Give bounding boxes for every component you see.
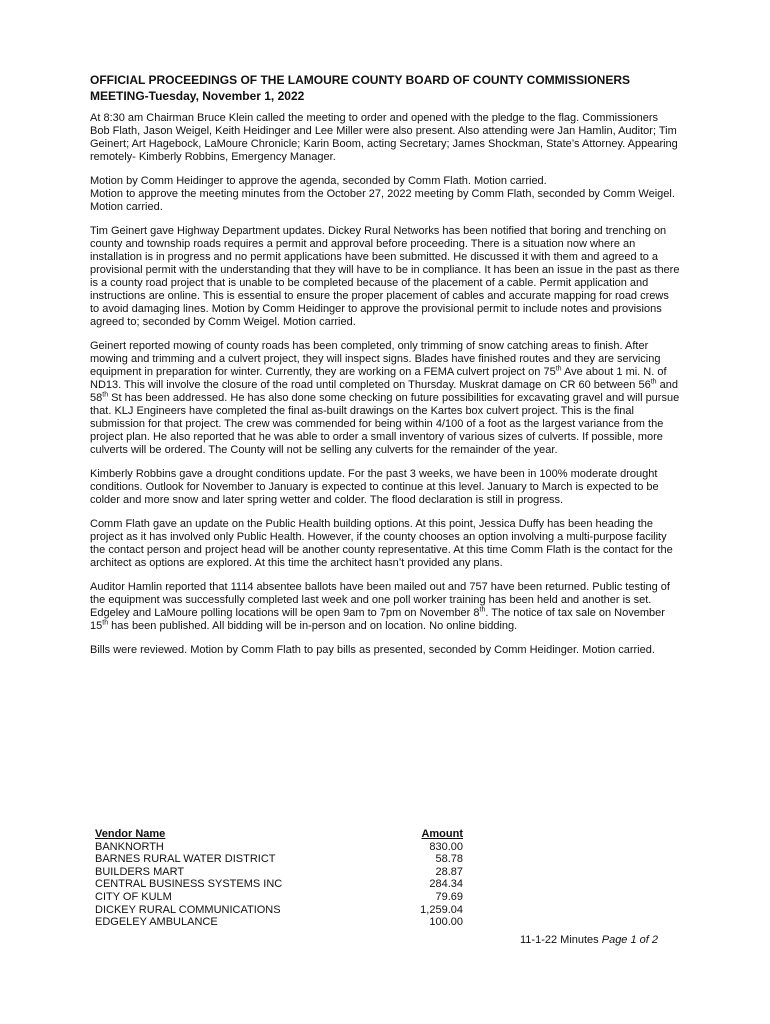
table-row xyxy=(95,904,463,917)
paragraph-call-to-order: At 8:30 am Chairman Bruce Klein called the meeting to order and opened with the pledge to the flag. Commissioners Bob Flath, Jason Weigel, Keith Heidinger and Lee Miller were also present. Also attending were Jan Hamlin, Auditor; Tim Geinert; Art Hagebock, LaMoure Chronicle; Karin Boom, acting Secretary; James Shockman, State’s Attorney. Appearing remotely- Kimberly Robbins, Emergency Manager. xyxy=(90,112,678,163)
amount: 100.00 xyxy=(429,916,463,929)
vendor-name: BUILDERS MART xyxy=(95,865,185,878)
vendor-name: BARNES RURAL WATER DISTRICT xyxy=(95,853,276,866)
vendor-name: BANKNORTH xyxy=(95,840,164,853)
footer-page-number: Page 1 of 2 xyxy=(601,934,659,946)
table-row xyxy=(95,878,463,891)
table-row xyxy=(95,891,463,904)
agenda-motion: Motion by Comm Heidinger to approve the agenda, seconded by Comm Flath. Motion carried. xyxy=(90,175,547,187)
paragraph-agenda-approval xyxy=(90,175,680,214)
minutes-motion: Motion to approve the meeting minutes from the October 27, 2022 meeting by Comm Flath, seconded by Comm Weigel. Motion carried. xyxy=(90,188,675,213)
amount: 58.78 xyxy=(435,853,463,866)
amount: 284.34 xyxy=(429,878,463,891)
bills-table xyxy=(95,828,463,929)
amount-header: Amount xyxy=(421,828,463,840)
paragraph-mowing-report: Geinert reported mowing of county roads has been completed, only trimming of snow catching areas to finish. After mowing and trimming and a culvert project, they will inspect signs. Blades have finished routes and they are servicing equipment in preparation for winter. Currently, they are working on a FEMA culvert project on 75th Ave about 1 mi. N. of ND13. This will involve the closure of the road until completed on Thursday. Muskrat damage on CR 60 between 56th and 58th St has been addressed. He has also done some checking on future possibilities for excavating gravel and will pursue that. KLJ Engineers have completed the final as-built drawings on the Kartes box culvert project. This is the final submission for that project. The crew was commended for being within 4/100 of a foot as the largest variance from the project plan. He also reported that he was able to order a small inventory of various sizes of culverts. If possible, more culverts will be ordered. The County will not be selling any culverts for the remainder of the year. xyxy=(90,340,680,456)
vendor-name: EDGELEY AMBULANCE xyxy=(95,916,218,929)
amount: 830.00 xyxy=(429,840,463,853)
page-footer xyxy=(520,934,658,946)
table-row xyxy=(95,853,463,866)
document-title: OFFICIAL PROCEEDINGS OF THE LAMOURE COUNTY BOARD OF COUNTY COMMISSIONERS MEETING-Tuesday, November 1, 2022 xyxy=(90,73,631,103)
bills-body xyxy=(95,841,463,929)
document-page xyxy=(90,72,680,668)
amount: 28.87 xyxy=(435,865,463,878)
vendor-name-header: Vendor Name xyxy=(95,828,166,840)
footer-date: 11-1-22 Minutes xyxy=(520,934,599,946)
vendor-name: CITY OF KULM xyxy=(95,890,172,903)
paragraph-bills: Bills were reviewed. Motion by Comm Flath to pay bills as presented, seconded by Comm Heidinger. Motion carried. xyxy=(90,644,655,656)
table-row xyxy=(95,841,463,854)
amount: 1,259.04 xyxy=(420,903,463,916)
table-row xyxy=(95,916,463,929)
amount: 79.69 xyxy=(435,890,463,903)
bills-header-row xyxy=(95,828,463,841)
vendor-name: DICKEY RURAL COMMUNICATIONS xyxy=(95,903,281,916)
paragraph-public-health: Comm Flath gave an update on the Public Health building options. At this point, Jessica Duffy has been heading the project as it has involved only Public Health. However, if the county chooses an option involving a multi-purpose facility the contact person and project head will be another county representative. At this time Comm Flath is the contact for the architect as options are explored. At this time the architect hasn’t provided any plans. xyxy=(90,518,673,569)
paragraph-highway-update: Tim Geinert gave Highway Department updates. Dickey Rural Networks has been notified that boring and trenching on county and township roads requires a permit and approval before proceeding. There is a situation now where an installation is in progress and no permit applications have been submitted. He discussed it with them and agreed to a provisional permit with the understanding that they will have to be in compliance. It has been an issue in the past as there is a county road project that is unable to be completed because of the placement of a cable. Permit application and instructions are online. This is essential to ensure the proper placement of cables and accurate mapping for road crews to avoid damaging lines. Motion by Comm Heidinger to approve the provisional permit to include notes and provisions agreed to; seconded by Comm Weigel. Motion carried. xyxy=(90,225,680,328)
vendor-name: CENTRAL BUSINESS SYSTEMS INC xyxy=(95,878,283,891)
table-row xyxy=(95,866,463,879)
paragraph-auditor-report: Auditor Hamlin reported that 1114 absentee ballots have been mailed out and 757 have been returned. Public testing of the equipment was successfully completed last week and one poll worker training has been held and another is set. Edgeley and LaMoure polling locations will be open 9am to 7pm on November 8th. The notice of tax sale on November 15th has been published. All bidding will be in-person and on location. No online bidding. xyxy=(90,581,670,632)
paragraph-drought-update: Kimberly Robbins gave a drought conditions update. For the past 3 weeks, we have been in 100% moderate drought conditions. Outlook for November to January is expected to continue at this level. January to March is expected to be colder and more snow and later spring wetter and colder. The flood declaration is still in progress. xyxy=(90,468,659,506)
